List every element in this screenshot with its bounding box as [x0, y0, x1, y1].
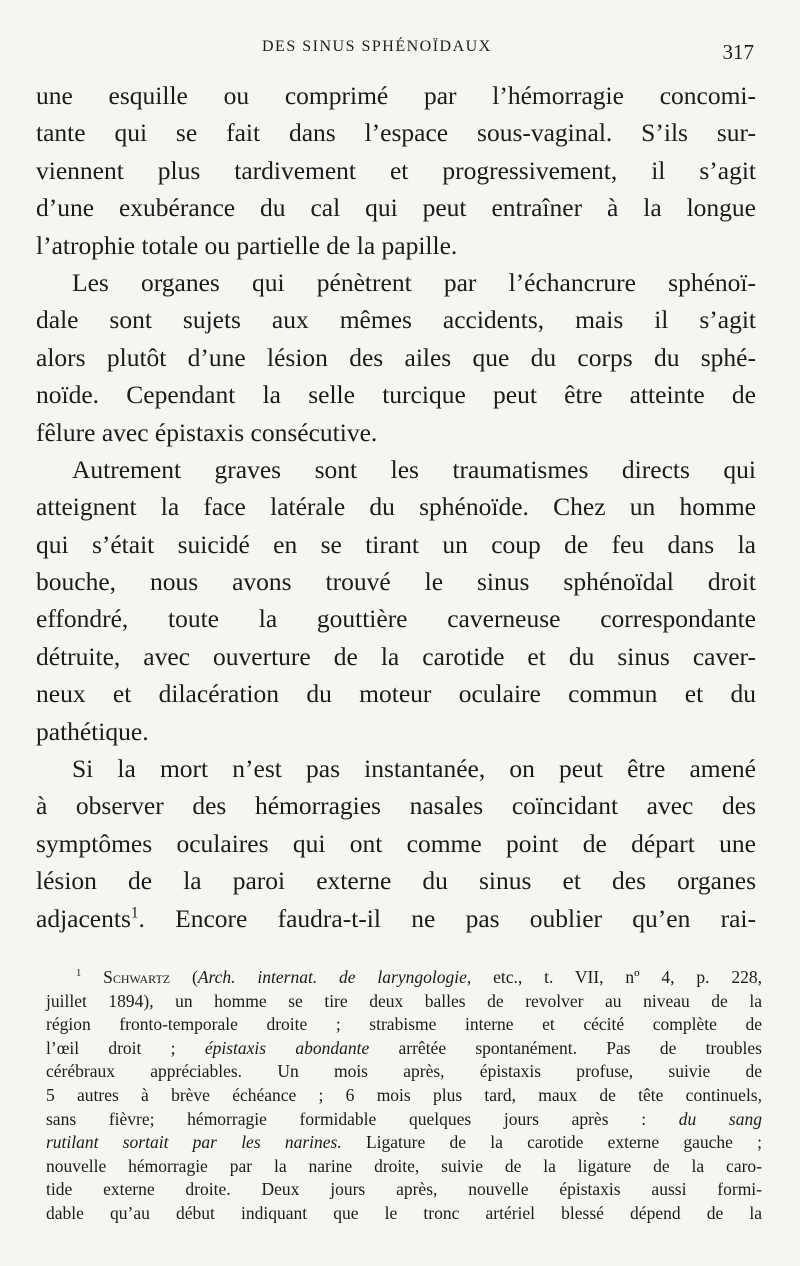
text-fragment: Ligature de la carotide externe gauche ;: [365, 1132, 763, 1153]
body-text: [36, 77, 756, 937]
text-line: viennent plus tardivement et progressivement, il s’agit: [36, 155, 756, 185]
text-line: détruite, avec ouverture de la carotide et du sinus caver-: [36, 641, 756, 671]
footnote-line: [46, 1131, 762, 1155]
footnote-line: juillet 1894), un homme se tire deux balles de revolver au niveau de la: [46, 990, 762, 1011]
journal-title: Arch. internat. de laryngologie,: [197, 967, 472, 987]
running-head: [0, 38, 800, 64]
running-title: DES SINUS SPHÉNOÏDAUX: [262, 38, 492, 55]
text-fragment: l’œil droit ;: [46, 1037, 176, 1058]
text-line: symptômes oculaires qui ont comme point de départ une: [36, 828, 756, 858]
footnote-line: cérébraux appréciables. Un mois après, épistaxis profuse, suivie de: [46, 1061, 762, 1082]
text-line-with-footnote-ref: [36, 900, 756, 937]
page-number: 317: [722, 40, 754, 64]
footnote-author: Schwartz: [103, 967, 171, 987]
text-line: atteignent la face latérale du sphénoïde. Chez un homme: [36, 492, 756, 522]
text-line: alors plutôt d’une lésion des ailes que du corps du sphé-: [36, 342, 756, 372]
text-fragment-italic: du sang: [678, 1108, 762, 1129]
text-line: Autrement graves sont les traumatismes directs qui: [72, 454, 756, 484]
footnote-line: région fronto-temporale droite ; strabisme interne et cécité complète de: [46, 1014, 762, 1035]
footnote-line: [46, 966, 762, 990]
text-line: tante qui se fait dans l’espace sous-vaginal. S’ils sur-: [36, 118, 756, 148]
footnote-line: dable qu’au début indiquant que le tronc artériel blessé dépend de la: [46, 1202, 762, 1223]
footnote-line: nouvelle hémorragie par la narine droite, suivie de la ligature de la caro-: [46, 1155, 762, 1176]
text-line: pathétique.: [36, 716, 149, 746]
text-fragment: (: [191, 967, 198, 987]
footnotes: [46, 966, 762, 1226]
text-line: à observer des hémorragies nasales coïncidant avec des: [36, 791, 756, 821]
footnote-reference: 1: [130, 904, 139, 922]
text-line: d’une exubérance du cal qui peut entraîner à la longue: [36, 193, 756, 223]
footnote-line: [46, 1037, 762, 1061]
text-fragment: adjacents: [36, 903, 131, 933]
text-fragment-italic: rutilant sortait par les narines.: [46, 1132, 342, 1153]
footnote-line: tide externe droite. Deux jours après, nouvelle épistaxis aussi formi-: [46, 1179, 762, 1200]
text-line: bouche, nous avons trouvé le sinus sphénoïdal droit: [36, 567, 756, 597]
text-line: dale sont sujets aux mêmes accidents, mais il s’agit: [36, 305, 756, 335]
footnote-line: [46, 1108, 762, 1132]
text-line: fêlure avec épistaxis consécutive.: [36, 417, 378, 447]
text-line: Les organes qui pénètrent par l’échancrure sphénoï-: [72, 267, 756, 297]
text-fragment: . Encore faudra-t-il ne pas oublier qu’en rai-: [138, 903, 756, 933]
footnote-marker: 1: [76, 968, 82, 980]
text-line: Si la mort n’est pas instantanée, on peut être amené: [72, 754, 756, 784]
text-fragment: sans fièvre; hémorragie formidable quelques jours après :: [46, 1108, 647, 1129]
text-line: effondré, toute la gouttière caverneuse correspondante: [36, 604, 756, 634]
text-fragment: arrêtée spontanément. Pas de troubles: [398, 1037, 762, 1058]
text-line: l’atrophie totale ou partielle de la papille.: [36, 230, 458, 260]
text-line: une esquille ou comprimé par l’hémorragie concomi-: [36, 81, 756, 110]
text-line: qui s’était suicidé en se tirant un coup de feu dans la: [36, 529, 756, 559]
text-line: lésion de la paroi externe du sinus et des organes: [36, 866, 756, 896]
footnote-line: 5 autres à brève échéance ; 6 mois plus tard, maux de tête continuels,: [46, 1084, 762, 1105]
text-line: neux et dilacération du moteur oculaire commun et du: [36, 679, 756, 709]
text-fragment-italic: épistaxis abondante: [204, 1037, 370, 1058]
text-fragment: etc., t. VII, nº 4, p. 228,: [493, 967, 763, 987]
text-line: noïde. Cependant la selle turcique peut être atteinte de: [36, 380, 756, 410]
